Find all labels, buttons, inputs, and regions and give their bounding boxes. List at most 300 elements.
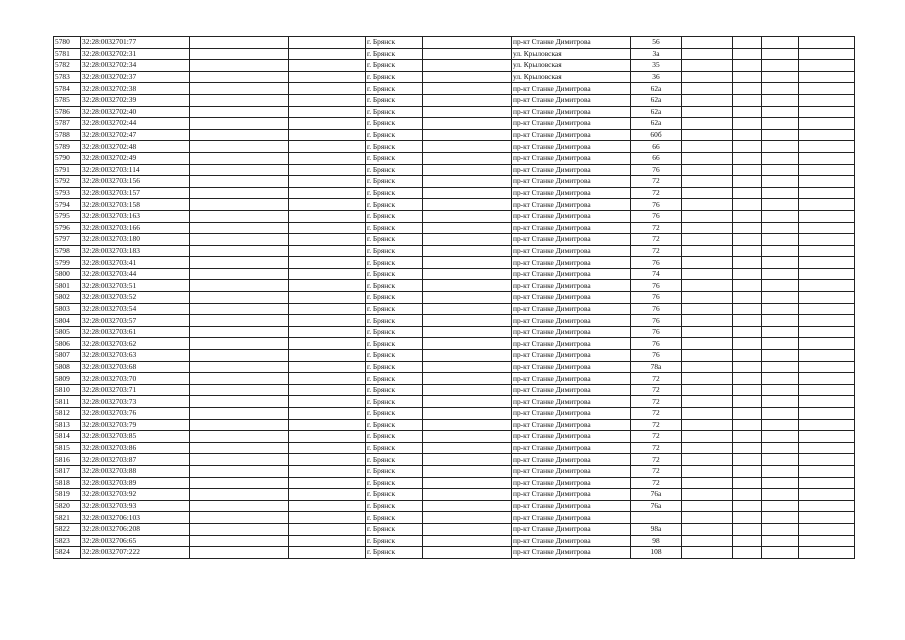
- empty-cell: [733, 315, 762, 327]
- street-cell: пр-кт Станке Димитрова: [512, 303, 631, 315]
- empty-cell: [289, 71, 366, 83]
- cadastral-number-cell: 32:28:0032703:166: [81, 222, 190, 234]
- city-cell: г. Брянск: [366, 234, 423, 246]
- empty-cell: [799, 83, 855, 95]
- empty-cell: [799, 315, 855, 327]
- table-row: [54, 152, 855, 164]
- empty-cell: [733, 60, 762, 72]
- empty-cell: [289, 489, 366, 501]
- empty-cell: [190, 94, 289, 106]
- city-cell: г. Брянск: [366, 512, 423, 524]
- empty-cell: [190, 83, 289, 95]
- empty-cell: [190, 37, 289, 49]
- empty-cell: [762, 373, 799, 385]
- empty-cell: [762, 547, 799, 559]
- empty-cell: [799, 431, 855, 443]
- empty-cell: [799, 373, 855, 385]
- empty-cell: [423, 176, 512, 188]
- empty-cell: [423, 234, 512, 246]
- empty-cell: [289, 292, 366, 304]
- table-row: [54, 106, 855, 118]
- empty-cell: [762, 315, 799, 327]
- empty-cell: [762, 234, 799, 246]
- cadastral-number-cell: 32:28:0032702:37: [81, 71, 190, 83]
- empty-cell: [762, 280, 799, 292]
- empty-cell: [762, 164, 799, 176]
- empty-cell: [799, 164, 855, 176]
- empty-cell: [682, 303, 733, 315]
- row-number-cell: 5820: [54, 500, 81, 512]
- empty-cell: [733, 106, 762, 118]
- city-cell: г. Брянск: [366, 164, 423, 176]
- empty-cell: [733, 523, 762, 535]
- table-row: [54, 500, 855, 512]
- empty-cell: [190, 361, 289, 373]
- empty-cell: [733, 408, 762, 420]
- empty-cell: [190, 280, 289, 292]
- empty-cell: [289, 118, 366, 130]
- row-number-cell: 5781: [54, 48, 81, 60]
- empty-cell: [799, 535, 855, 547]
- empty-cell: [423, 280, 512, 292]
- empty-cell: [190, 60, 289, 72]
- empty-cell: [423, 547, 512, 559]
- row-number-cell: 5806: [54, 338, 81, 350]
- cadastral-number-cell: 32:28:0032703:70: [81, 373, 190, 385]
- empty-cell: [733, 547, 762, 559]
- empty-cell: [799, 152, 855, 164]
- cadastral-number-cell: 32:28:0032707:222: [81, 547, 190, 559]
- empty-cell: [190, 384, 289, 396]
- empty-cell: [799, 222, 855, 234]
- street-cell: пр-кт Станке Димитрова: [512, 338, 631, 350]
- table-row: [54, 477, 855, 489]
- empty-cell: [423, 350, 512, 362]
- city-cell: г. Брянск: [366, 547, 423, 559]
- empty-cell: [799, 408, 855, 420]
- empty-cell: [423, 245, 512, 257]
- house-number-cell: 76: [631, 326, 682, 338]
- row-number-cell: 5823: [54, 535, 81, 547]
- empty-cell: [423, 199, 512, 211]
- empty-cell: [190, 210, 289, 222]
- empty-cell: [682, 71, 733, 83]
- table-row: [54, 547, 855, 559]
- cadastral-number-cell: 32:28:0032703:163: [81, 210, 190, 222]
- house-number-cell: 108: [631, 547, 682, 559]
- street-cell: пр-кт Станке Димитрова: [512, 384, 631, 396]
- empty-cell: [289, 547, 366, 559]
- empty-cell: [682, 338, 733, 350]
- empty-cell: [733, 326, 762, 338]
- empty-cell: [289, 83, 366, 95]
- table-row: [54, 164, 855, 176]
- empty-cell: [733, 454, 762, 466]
- empty-cell: [190, 350, 289, 362]
- empty-cell: [423, 512, 512, 524]
- row-number-cell: 5803: [54, 303, 81, 315]
- empty-cell: [190, 129, 289, 141]
- street-cell: ул. Крыловская: [512, 71, 631, 83]
- street-cell: пр-кт Станке Димитрова: [512, 361, 631, 373]
- empty-cell: [682, 210, 733, 222]
- city-cell: г. Брянск: [366, 94, 423, 106]
- row-number-cell: 5824: [54, 547, 81, 559]
- empty-cell: [682, 512, 733, 524]
- street-cell: пр-кт Станке Димитрова: [512, 234, 631, 246]
- table-row: [54, 512, 855, 524]
- empty-cell: [423, 465, 512, 477]
- cadastral-number-cell: 32:28:0032703:89: [81, 477, 190, 489]
- street-cell: пр-кт Станке Димитрова: [512, 94, 631, 106]
- city-cell: г. Брянск: [366, 477, 423, 489]
- empty-cell: [682, 535, 733, 547]
- table-row: [54, 222, 855, 234]
- cadastral-number-cell: 32:28:0032703:52: [81, 292, 190, 304]
- empty-cell: [762, 245, 799, 257]
- empty-cell: [423, 338, 512, 350]
- table-row: [54, 210, 855, 222]
- empty-cell: [762, 535, 799, 547]
- street-cell: ул. Крыловская: [512, 48, 631, 60]
- empty-cell: [762, 292, 799, 304]
- empty-cell: [762, 384, 799, 396]
- empty-cell: [762, 268, 799, 280]
- empty-cell: [762, 350, 799, 362]
- table-row: [54, 280, 855, 292]
- city-cell: г. Брянск: [366, 535, 423, 547]
- empty-cell: [762, 94, 799, 106]
- empty-cell: [762, 454, 799, 466]
- empty-cell: [423, 257, 512, 269]
- city-cell: г. Брянск: [366, 48, 423, 60]
- empty-cell: [799, 454, 855, 466]
- empty-cell: [733, 477, 762, 489]
- empty-cell: [799, 338, 855, 350]
- empty-cell: [682, 176, 733, 188]
- cadastral-number-cell: 32:28:0032703:85: [81, 431, 190, 443]
- empty-cell: [423, 303, 512, 315]
- cadastral-number-cell: 32:28:0032702:48: [81, 141, 190, 153]
- empty-cell: [289, 477, 366, 489]
- cadastral-number-cell: 32:28:0032703:183: [81, 245, 190, 257]
- cadastral-number-cell: 32:28:0032702:39: [81, 94, 190, 106]
- empty-cell: [762, 106, 799, 118]
- empty-cell: [799, 512, 855, 524]
- empty-cell: [733, 384, 762, 396]
- empty-cell: [289, 315, 366, 327]
- empty-cell: [289, 512, 366, 524]
- cadastral-number-cell: 32:28:0032703:87: [81, 454, 190, 466]
- empty-cell: [423, 48, 512, 60]
- empty-cell: [733, 535, 762, 547]
- empty-cell: [733, 83, 762, 95]
- street-cell: пр-кт Станке Димитрова: [512, 350, 631, 362]
- row-number-cell: 5782: [54, 60, 81, 72]
- empty-cell: [762, 48, 799, 60]
- cadastral-number-cell: 32:28:0032706:65: [81, 535, 190, 547]
- empty-cell: [682, 442, 733, 454]
- cadastral-number-cell: 32:28:0032702:38: [81, 83, 190, 95]
- empty-cell: [190, 152, 289, 164]
- street-cell: пр-кт Станке Димитрова: [512, 187, 631, 199]
- house-number-cell: 72: [631, 465, 682, 477]
- empty-cell: [289, 234, 366, 246]
- empty-cell: [190, 268, 289, 280]
- empty-cell: [762, 199, 799, 211]
- table-row: [54, 373, 855, 385]
- empty-cell: [423, 152, 512, 164]
- cadastral-number-cell: 32:28:0032706:208: [81, 523, 190, 535]
- empty-cell: [733, 210, 762, 222]
- house-number-cell: 72: [631, 396, 682, 408]
- empty-cell: [762, 303, 799, 315]
- row-number-cell: 5818: [54, 477, 81, 489]
- empty-cell: [733, 431, 762, 443]
- cadastral-number-cell: 32:28:0032702:44: [81, 118, 190, 130]
- empty-cell: [423, 71, 512, 83]
- cadastral-number-cell: 32:28:0032703:68: [81, 361, 190, 373]
- row-number-cell: 5795: [54, 210, 81, 222]
- empty-cell: [762, 141, 799, 153]
- empty-cell: [423, 268, 512, 280]
- city-cell: г. Брянск: [366, 129, 423, 141]
- empty-cell: [423, 106, 512, 118]
- empty-cell: [190, 164, 289, 176]
- empty-cell: [682, 60, 733, 72]
- empty-cell: [289, 442, 366, 454]
- empty-cell: [733, 187, 762, 199]
- empty-cell: [733, 199, 762, 211]
- empty-cell: [423, 454, 512, 466]
- empty-cell: [190, 141, 289, 153]
- empty-cell: [289, 523, 366, 535]
- empty-cell: [423, 477, 512, 489]
- row-number-cell: 5812: [54, 408, 81, 420]
- city-cell: г. Брянск: [366, 361, 423, 373]
- empty-cell: [799, 234, 855, 246]
- empty-cell: [762, 489, 799, 501]
- empty-cell: [289, 245, 366, 257]
- row-number-cell: 5813: [54, 419, 81, 431]
- empty-cell: [733, 350, 762, 362]
- cadastral-number-cell: 32:28:0032703:86: [81, 442, 190, 454]
- empty-cell: [799, 396, 855, 408]
- table-row: [54, 257, 855, 269]
- cadastral-number-cell: 32:28:0032703:79: [81, 419, 190, 431]
- house-number-cell: 36: [631, 71, 682, 83]
- row-number-cell: 5801: [54, 280, 81, 292]
- table-row: [54, 326, 855, 338]
- empty-cell: [190, 419, 289, 431]
- empty-cell: [799, 361, 855, 373]
- city-cell: г. Брянск: [366, 350, 423, 362]
- empty-cell: [762, 419, 799, 431]
- empty-cell: [190, 48, 289, 60]
- city-cell: г. Брянск: [366, 268, 423, 280]
- street-cell: пр-кт Станке Димитрова: [512, 500, 631, 512]
- city-cell: г. Брянск: [366, 465, 423, 477]
- empty-cell: [289, 187, 366, 199]
- table-row: [54, 129, 855, 141]
- empty-cell: [799, 187, 855, 199]
- empty-cell: [682, 431, 733, 443]
- empty-cell: [423, 500, 512, 512]
- empty-cell: [289, 419, 366, 431]
- empty-cell: [423, 94, 512, 106]
- street-cell: пр-кт Станке Димитрова: [512, 523, 631, 535]
- table-row: [54, 48, 855, 60]
- empty-cell: [762, 396, 799, 408]
- street-cell: пр-кт Станке Димитрова: [512, 280, 631, 292]
- empty-cell: [799, 106, 855, 118]
- empty-cell: [289, 222, 366, 234]
- empty-cell: [762, 187, 799, 199]
- empty-cell: [762, 118, 799, 130]
- city-cell: г. Брянск: [366, 408, 423, 420]
- empty-cell: [733, 361, 762, 373]
- cadastral-number-cell: 32:28:0032703:51: [81, 280, 190, 292]
- empty-cell: [423, 164, 512, 176]
- empty-cell: [733, 164, 762, 176]
- street-cell: ул. Крыловская: [512, 60, 631, 72]
- cadastral-number-cell: 32:28:0032703:156: [81, 176, 190, 188]
- empty-cell: [682, 94, 733, 106]
- empty-cell: [762, 60, 799, 72]
- empty-cell: [682, 500, 733, 512]
- empty-cell: [762, 361, 799, 373]
- empty-cell: [423, 60, 512, 72]
- table-row: [54, 396, 855, 408]
- empty-cell: [423, 315, 512, 327]
- empty-cell: [733, 419, 762, 431]
- empty-cell: [190, 431, 289, 443]
- cadastral-number-cell: 32:28:0032703:63: [81, 350, 190, 362]
- empty-cell: [733, 71, 762, 83]
- city-cell: г. Брянск: [366, 152, 423, 164]
- empty-cell: [799, 350, 855, 362]
- empty-cell: [733, 268, 762, 280]
- street-cell: пр-кт Станке Димитрова: [512, 292, 631, 304]
- empty-cell: [289, 280, 366, 292]
- empty-cell: [799, 199, 855, 211]
- city-cell: г. Брянск: [366, 292, 423, 304]
- empty-cell: [190, 71, 289, 83]
- house-number-cell: 74: [631, 268, 682, 280]
- row-number-cell: 5809: [54, 373, 81, 385]
- house-number-cell: 60б: [631, 129, 682, 141]
- street-cell: пр-кт Станке Димитрова: [512, 547, 631, 559]
- empty-cell: [289, 303, 366, 315]
- empty-cell: [682, 48, 733, 60]
- empty-cell: [423, 419, 512, 431]
- table-row: [54, 303, 855, 315]
- empty-cell: [733, 118, 762, 130]
- street-cell: пр-кт Станке Димитрова: [512, 535, 631, 547]
- table-row: [54, 384, 855, 396]
- empty-cell: [289, 535, 366, 547]
- street-cell: пр-кт Станке Димитрова: [512, 512, 631, 524]
- street-cell: пр-кт Станке Димитрова: [512, 118, 631, 130]
- house-number-cell: 3а: [631, 48, 682, 60]
- empty-cell: [682, 489, 733, 501]
- row-number-cell: 5794: [54, 199, 81, 211]
- empty-cell: [423, 326, 512, 338]
- empty-cell: [289, 338, 366, 350]
- empty-cell: [190, 373, 289, 385]
- street-cell: пр-кт Станке Димитрова: [512, 152, 631, 164]
- empty-cell: [289, 141, 366, 153]
- table-row: [54, 442, 855, 454]
- city-cell: г. Брянск: [366, 187, 423, 199]
- empty-cell: [762, 152, 799, 164]
- empty-cell: [733, 373, 762, 385]
- empty-cell: [762, 512, 799, 524]
- house-number-cell: 62а: [631, 83, 682, 95]
- empty-cell: [289, 454, 366, 466]
- street-cell: пр-кт Станке Димитрова: [512, 431, 631, 443]
- empty-cell: [190, 315, 289, 327]
- row-number-cell: 5810: [54, 384, 81, 396]
- empty-cell: [190, 338, 289, 350]
- empty-cell: [190, 199, 289, 211]
- empty-cell: [682, 465, 733, 477]
- empty-cell: [190, 303, 289, 315]
- table-row: [54, 176, 855, 188]
- empty-cell: [799, 465, 855, 477]
- house-number-cell: 72: [631, 384, 682, 396]
- city-cell: г. Брянск: [366, 489, 423, 501]
- empty-cell: [423, 384, 512, 396]
- empty-cell: [190, 465, 289, 477]
- cadastral-number-cell: 32:28:0032702:40: [81, 106, 190, 118]
- row-number-cell: 5789: [54, 141, 81, 153]
- empty-cell: [190, 396, 289, 408]
- row-number-cell: 5788: [54, 129, 81, 141]
- row-number-cell: 5811: [54, 396, 81, 408]
- city-cell: г. Брянск: [366, 60, 423, 72]
- empty-cell: [799, 500, 855, 512]
- empty-cell: [682, 234, 733, 246]
- row-number-cell: 5798: [54, 245, 81, 257]
- row-number-cell: 5804: [54, 315, 81, 327]
- table-row: [54, 361, 855, 373]
- empty-cell: [799, 268, 855, 280]
- street-cell: пр-кт Станке Димитрова: [512, 129, 631, 141]
- house-number-cell: 76: [631, 210, 682, 222]
- empty-cell: [762, 338, 799, 350]
- empty-cell: [289, 199, 366, 211]
- empty-cell: [289, 373, 366, 385]
- city-cell: г. Брянск: [366, 71, 423, 83]
- empty-cell: [682, 257, 733, 269]
- street-cell: пр-кт Станке Димитрова: [512, 164, 631, 176]
- empty-cell: [733, 303, 762, 315]
- street-cell: пр-кт Станке Димитрова: [512, 37, 631, 49]
- table-row: [54, 454, 855, 466]
- table-row: [54, 83, 855, 95]
- empty-cell: [799, 547, 855, 559]
- empty-cell: [762, 442, 799, 454]
- empty-cell: [289, 465, 366, 477]
- empty-cell: [799, 37, 855, 49]
- house-number-cell: 98: [631, 535, 682, 547]
- table-row: [54, 245, 855, 257]
- empty-cell: [190, 512, 289, 524]
- empty-cell: [423, 187, 512, 199]
- empty-cell: [682, 187, 733, 199]
- empty-cell: [682, 37, 733, 49]
